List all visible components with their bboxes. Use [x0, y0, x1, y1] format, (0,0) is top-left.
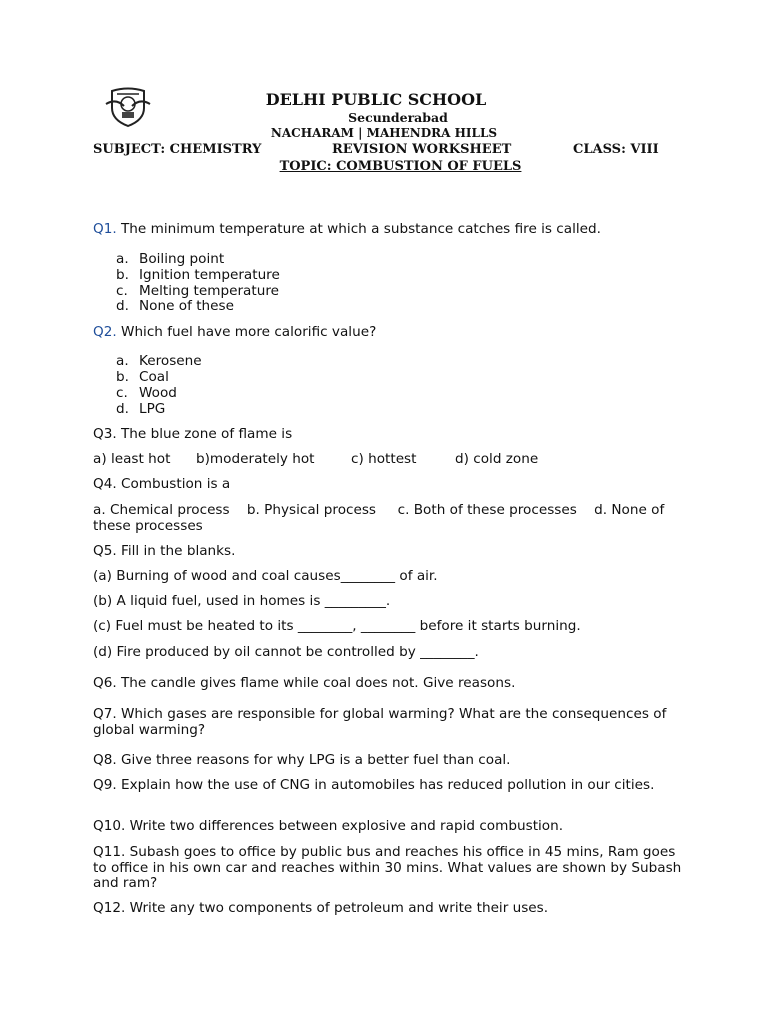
- blank-d: (d) Fire produced by oil cannot be controlled by ________.: [93, 644, 479, 660]
- question-text: The minimum temperature at which a substance catches fire is called.: [121, 221, 601, 237]
- subject-label: SUBJECT: CHEMISTRY: [93, 142, 262, 157]
- question-6: Q6. The candle gives flame while coal does not. Give reasons.: [93, 675, 516, 691]
- question-11: Q11. Subash goes to office by public bus and reaches his office in 45 mins, Ram goes to office in his own car and reaches within 30 mins. What values are shown by Subash and ram?: [93, 844, 682, 892]
- question-text: Which fuel have more calorific value?: [121, 324, 377, 340]
- question-1: [93, 222, 601, 238]
- option: a. Boiling point: [116, 251, 225, 267]
- option: d. LPG: [116, 401, 166, 417]
- blank-c: (c) Fuel must be heated to its ________, ________ before it starts burning.: [93, 618, 581, 634]
- school-address: NACHARAM | MAHENDRA HILLS: [270, 126, 498, 140]
- option: d) cold zone: [455, 451, 539, 467]
- question-8: Q8. Give three reasons for why LPG is a better fuel than coal.: [93, 752, 511, 768]
- worksheet-label: REVISION WORKSHEET: [332, 142, 512, 157]
- option: c. Wood: [116, 385, 177, 401]
- question-12: Q12. Write any two components of petroleum and write their uses.: [93, 900, 549, 916]
- school-city: Secunderabad: [348, 110, 448, 125]
- question-3: Q3. The blue zone of flame is: [93, 426, 293, 442]
- option: c. Melting temperature: [116, 283, 279, 299]
- question-5: Q5. Fill in the blanks.: [93, 543, 236, 559]
- option: b. Coal: [116, 369, 169, 385]
- question-7: Q7. Which gases are responsible for global warming? What are the consequences of global warming?: [93, 706, 667, 738]
- option: b)moderately hot: [196, 451, 315, 467]
- question-number: Q1.: [93, 221, 117, 237]
- option: d. None of these: [116, 298, 234, 314]
- topic-heading: TOPIC: COMBUSTION OF FUELS: [279, 159, 522, 174]
- question-2: [93, 325, 376, 341]
- option: b. Ignition temperature: [116, 267, 280, 283]
- question-9: Q9. Explain how the use of CNG in automobiles has reduced pollution in our cities.: [93, 777, 655, 793]
- option: c) hottest: [351, 451, 417, 467]
- option: a) least hot: [93, 451, 171, 467]
- blank-b: (b) A liquid fuel, used in homes is _________.: [93, 593, 391, 609]
- options: a. Chemical process b. Physical process c. Both of these processes d. None of these processes: [93, 502, 669, 534]
- option: a. Kerosene: [116, 353, 202, 369]
- class-label: CLASS: VIII: [573, 142, 659, 157]
- question-10: Q10. Write two differences between explosive and rapid combustion.: [93, 818, 564, 834]
- blank-a: (a) Burning of wood and coal causes________ of air.: [93, 568, 438, 584]
- school-name: DELHI PUBLIC SCHOOL: [265, 90, 487, 109]
- question-number: Q2.: [93, 324, 117, 340]
- question-4: Q4. Combustion is a: [93, 476, 231, 492]
